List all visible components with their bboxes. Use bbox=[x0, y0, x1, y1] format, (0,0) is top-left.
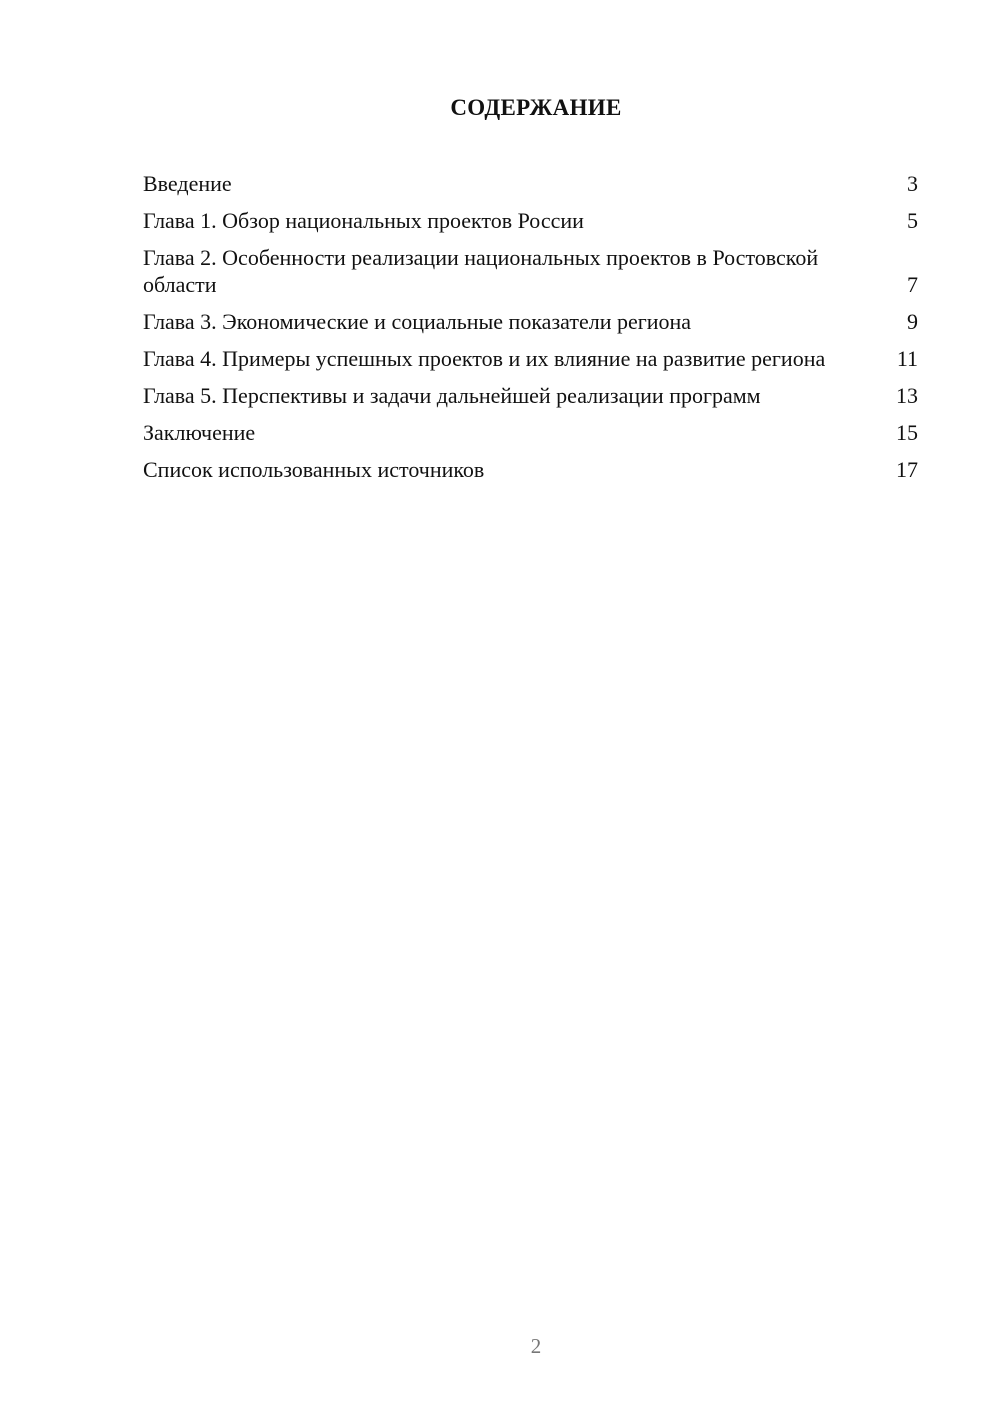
toc-entry-title: Глава 1. Обзор национальных проектов России bbox=[143, 208, 584, 233]
toc-entry bbox=[143, 170, 918, 197]
toc-entry-page: 9 bbox=[907, 309, 918, 334]
toc-entry-title: Глава 5. Перспективы и задачи дальнейшей реализации программ bbox=[143, 383, 761, 408]
table-of-contents bbox=[143, 170, 918, 493]
toc-entry bbox=[143, 419, 918, 446]
toc-entry-title: Введение bbox=[143, 171, 232, 196]
toc-entry-title: Список использованных источников bbox=[143, 457, 485, 482]
toc-entry-page: 13 bbox=[896, 383, 918, 408]
toc-entry bbox=[143, 345, 918, 372]
toc-entry-page: 7 bbox=[907, 272, 918, 297]
page-title: СОДЕРЖАНИЕ bbox=[450, 95, 622, 120]
toc-entry bbox=[143, 207, 918, 234]
toc-entry-page: 5 bbox=[907, 208, 918, 233]
toc-entry-page: 11 bbox=[896, 346, 918, 371]
toc-entry-page: 3 bbox=[907, 171, 918, 196]
toc-entry-page: 15 bbox=[896, 420, 918, 445]
toc-entry bbox=[143, 244, 918, 298]
toc-entry-title: Глава 2. Особенности реализации национальных проектов в Ростовской области bbox=[143, 245, 819, 297]
toc-entry-title: Глава 3. Экономические и социальные показатели региона bbox=[143, 309, 692, 334]
toc-entry-title: Глава 4. Примеры успешных проектов и их влияние на развитие региона bbox=[143, 346, 826, 371]
toc-entry bbox=[143, 308, 918, 335]
toc-entry-title: Заключение bbox=[143, 420, 256, 445]
toc-entry bbox=[143, 456, 918, 483]
toc-entry bbox=[143, 382, 918, 409]
toc-entry-page: 17 bbox=[896, 457, 918, 482]
page-number: 2 bbox=[530, 1334, 542, 1358]
